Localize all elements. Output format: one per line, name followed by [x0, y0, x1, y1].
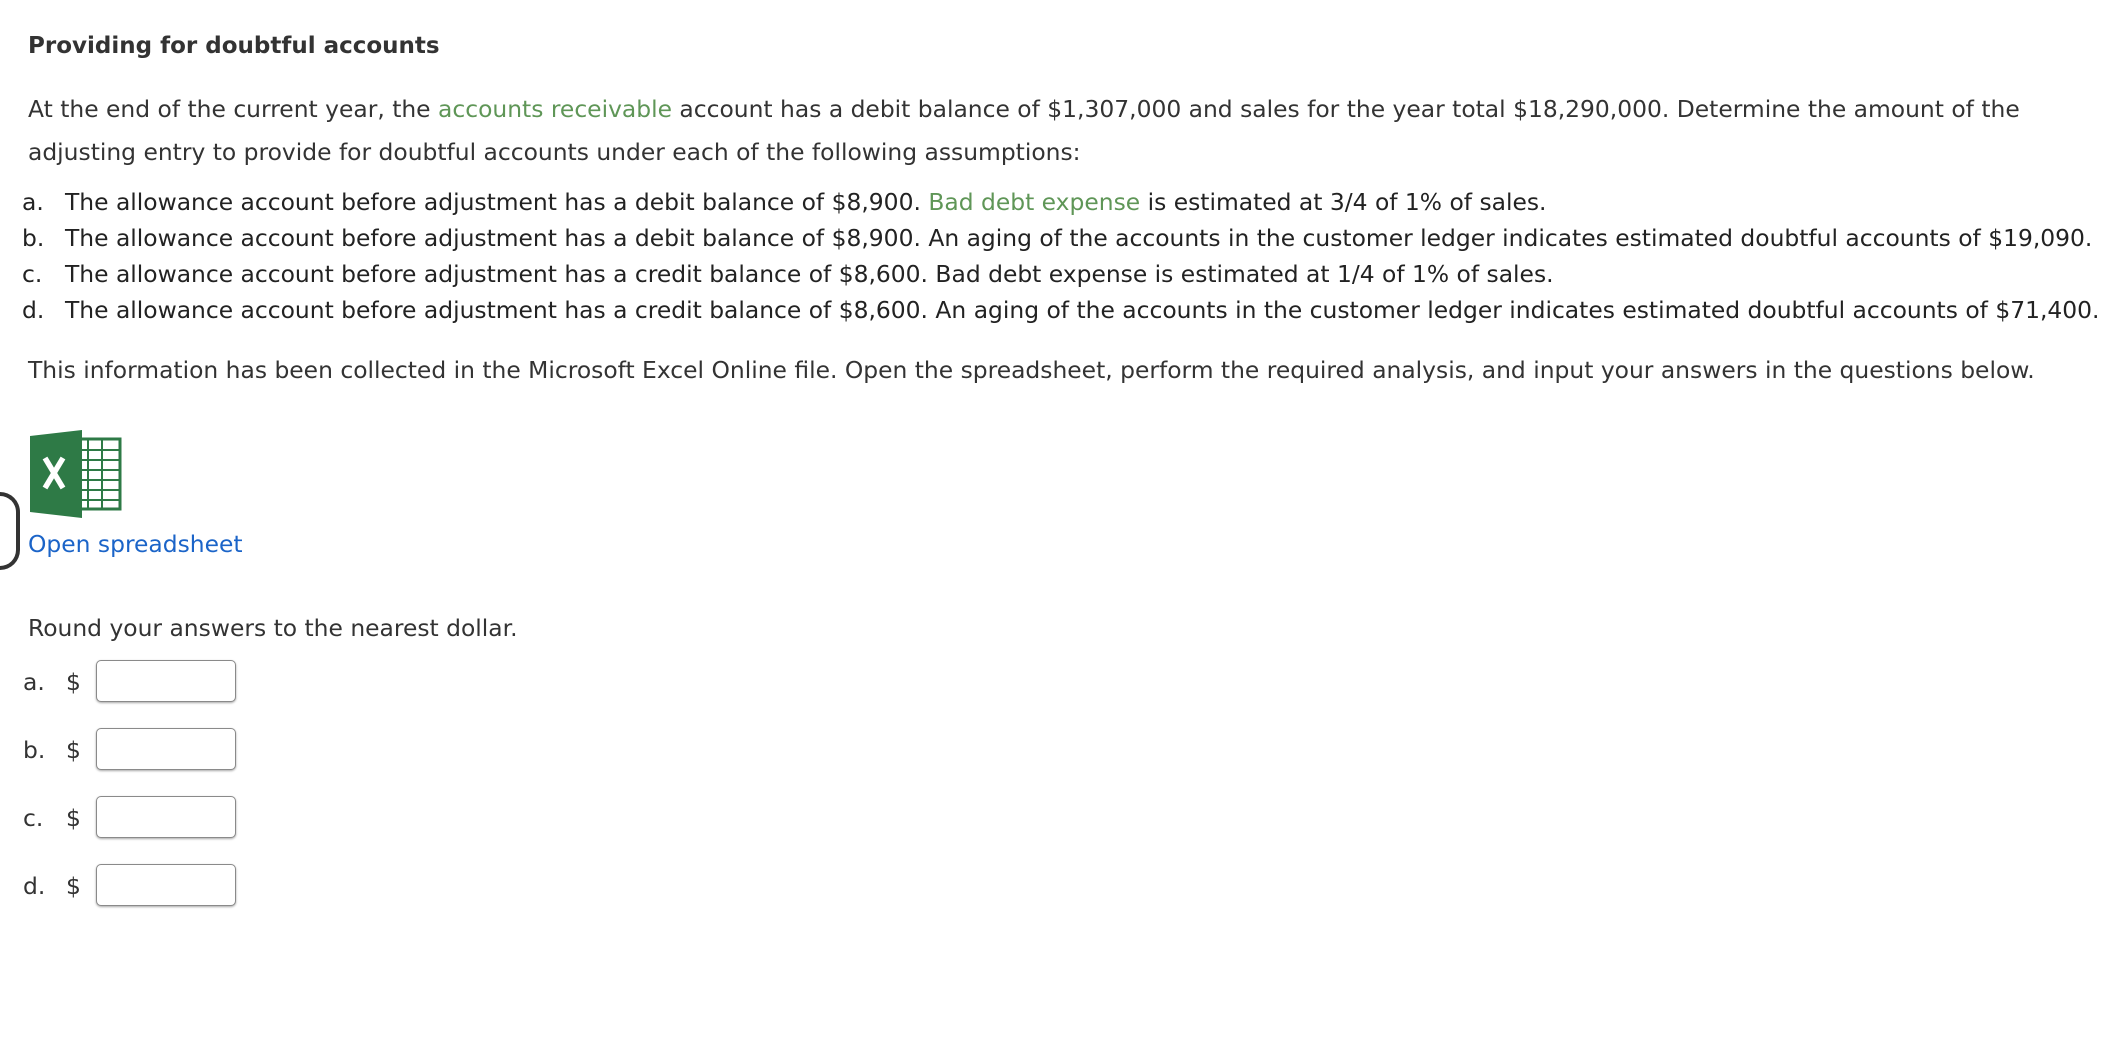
answer-input-d[interactable] — [96, 864, 236, 906]
answer-row-c — [23, 796, 2100, 842]
answer-input-c[interactable] — [96, 796, 236, 838]
spreadsheet-block — [28, 430, 2100, 524]
answer-letter: c. — [23, 804, 44, 832]
assumption-text: The allowance account before adjustment has a credit balance of $8,600. Bad debt expense is estimated at 1/4 of 1% of sales. — [65, 260, 1554, 288]
answer-input-a[interactable] — [96, 660, 236, 702]
currency-symbol: $ — [66, 804, 81, 832]
open-spreadsheet-link[interactable]: Open spreadsheet — [28, 530, 243, 558]
assumption-b — [22, 220, 2100, 256]
answer-row-d — [23, 864, 2100, 910]
intro-text-2: account has a debit balance of $1,307,000 and sales for the year total $18,290,000. Determine the amount of the adjusting entry to provide for doubtful accounts under each of the following assumptions: — [28, 95, 2020, 166]
term-bad-debt-expense[interactable]: Bad debt expense — [928, 188, 1141, 216]
page-title: Providing for doubtful accounts — [28, 33, 440, 59]
assumptions-list — [22, 184, 2100, 328]
assumption-text: The allowance account before adjustment has a credit balance of $8,600. An aging of the accounts in the customer ledger indicates estimated doubtful accounts of $71,400. — [65, 296, 2100, 324]
assumption-c — [22, 256, 2100, 292]
excel-icon[interactable] — [30, 430, 122, 518]
assumption-text: The allowance account before adjustment has a debit balance of $8,900. An aging of the accounts in the customer ledger indicates estimated doubtful accounts of $19,090. — [65, 224, 2093, 252]
round-instructions: Round your answers to the nearest dollar. — [28, 614, 518, 642]
assumption-letter: a. — [22, 188, 44, 216]
answer-letter: b. — [23, 736, 46, 764]
assumption-letter: b. — [22, 224, 45, 252]
answer-letter: a. — [23, 668, 45, 696]
assumption-letter: d. — [22, 296, 45, 324]
assumption-d — [22, 292, 2100, 328]
answer-input-b[interactable] — [96, 728, 236, 770]
answer-letter: d. — [23, 872, 46, 900]
assumption-letter: c. — [22, 260, 43, 288]
answer-row-a — [23, 660, 2100, 706]
assumption-a — [22, 184, 2100, 220]
assumption-text: The allowance account before adjustment has a debit balance of $8,900. — [65, 188, 929, 216]
edge-circle-icon — [0, 492, 20, 570]
intro-text-1: At the end of the current year, the — [28, 95, 439, 123]
answer-list — [23, 660, 2100, 910]
assumption-text: is estimated at 3/4 of 1% of sales. — [1140, 188, 1547, 216]
currency-symbol: $ — [66, 668, 81, 696]
currency-symbol: $ — [66, 872, 81, 900]
problem-page — [22, 28, 2100, 932]
info-paragraph: This information has been collected in the Microsoft Excel Online file. Open the spreadsheet, perform the required analysis, and input your answers in the questions below. — [28, 356, 2035, 384]
term-accounts-receivable[interactable]: accounts receivable — [438, 95, 672, 123]
intro-paragraph — [28, 88, 2100, 174]
currency-symbol: $ — [66, 736, 81, 764]
answer-row-b — [23, 728, 2100, 774]
